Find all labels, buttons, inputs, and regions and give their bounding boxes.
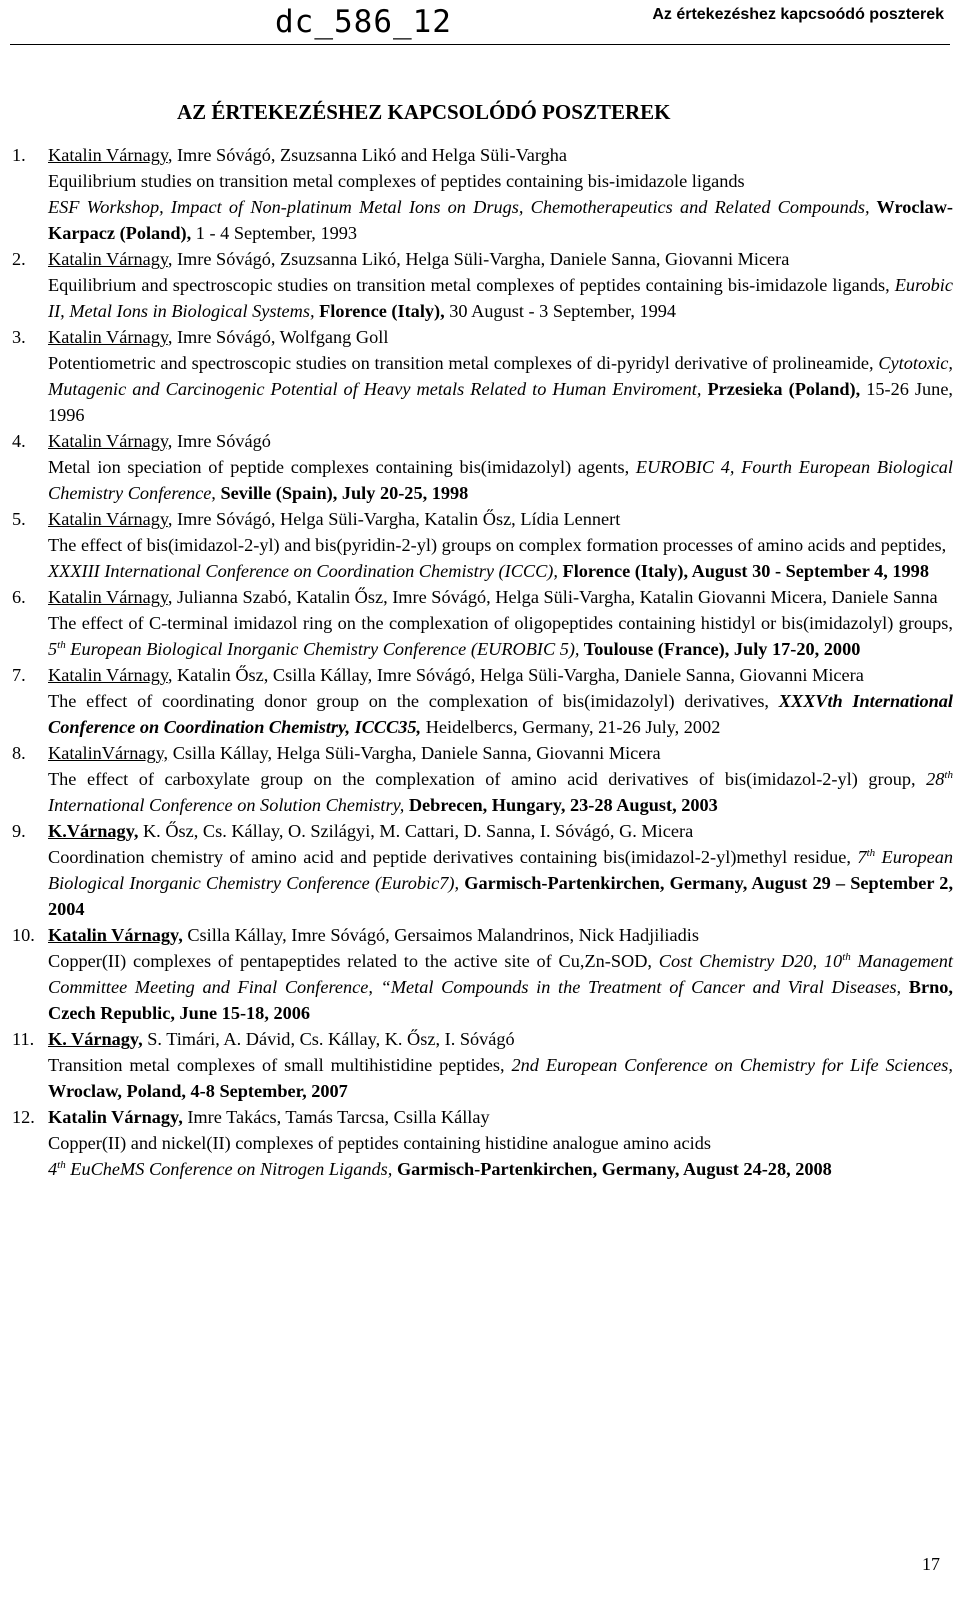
entry-title: Copper(II) and nickel(II) complexes of peptides containing histidine analogue amino acids [48,1133,711,1153]
poster-entry-11 [12,1026,953,1104]
co-authors: S. Timári, A. Dávid, Cs. Kállay, K. Ősz, I. Sóvágó [142,1029,515,1049]
entry-title-and-conference [48,610,953,662]
poster-entry-6 [12,584,953,662]
co-authors: , Imre Sóvágó, Zsuzsanna Likó, Helga Süli-Vargha, Daniele Sanna, Giovanni Micera [167,249,790,269]
entry-number: 6. [12,587,26,607]
main-author: KatalinVárnagy, [48,743,169,763]
co-authors: , Imre Sóvágó, Wolfgang Goll [167,327,389,347]
main-author: Katalin Várnagy [48,327,168,347]
main-author: Katalin Várnagy, [48,925,183,945]
entry-authors [48,1104,953,1130]
conference-name: European Biological Inorganic Chemistry Conference (Eurobic7), [48,847,953,893]
entry-title: The effect of carboxylate group on the complexation of amino acid derivatives of bis(imidazol-2-yl) group, [48,769,916,789]
conference-place: Florence (Italy), [314,301,445,321]
entry-title: Coordination chemistry of amino acid and peptide derivatives containing bis(imidazol-2-yl)methyl residue, [48,847,851,867]
conference-ordinal: 4 [48,1159,58,1179]
ordinal-suffix: th [944,768,953,781]
entry-authors [48,740,953,766]
conference-place: Seville (Spain), July 20-25, 1998 [215,483,469,503]
conference-place: Garmisch-Partenkirchen, Germany, August 24-28, 2008 [392,1159,832,1179]
co-authors: K. Ősz, Cs. Kállay, O. Szilágyi, M. Cattari, D. Sanna, I. Sóvágó, G. Micera [138,821,694,841]
conference-name: EuCheMS Conference on Nitrogen Ligands, [65,1159,393,1179]
main-author: Katalin Várnagy, [48,1107,183,1127]
co-authors: Csilla Kállay, Helga Süli-Vargha, Daniele Sanna, Giovanni Micera [168,743,661,763]
entry-number: 10. [12,925,35,945]
entry-title: Metal ion speciation of peptide complexes containing bis(imidazolyl) agents, [48,457,630,477]
conference-name: Cytotoxic, Mutagenic and Carcinogenic Potential of Heavy metals Related to Human Enviroment, [48,353,953,399]
conference-place: Brno, Czech Republic, June 15-18, 2006 [48,977,953,1023]
conference-name: ESF Workshop, Impact of Non-platinum Metal Ions on Drugs, Chemotherapeutics and Related Compounds, [48,197,870,217]
main-author: Katalin Várnagy [48,145,168,165]
conference-date: 1 - 4 September, 1993 [191,223,358,243]
entry-title-and-conference [48,1052,953,1104]
entry-authors [48,324,953,350]
conference-name: Management Committee Meeting and Final Conference, “Metal Compounds in the Treatment of Cancer and Viral Diseases, [48,951,953,997]
entry-number: 5. [12,509,26,529]
entry-conference [48,1156,953,1182]
co-authors: , Julianna Szabó, Katalin Ősz, Imre Sóvágó, Helga Süli-Vargha, Katalin Giovanni Micera, Daniele Sanna [167,587,938,607]
poster-entry-4 [12,428,953,506]
entry-authors [48,246,953,272]
conference-name: XXXVth International Conference on Coordination Chemistry, ICCC35, [48,691,953,737]
ordinal-suffix: th [57,638,66,651]
poster-list [12,142,953,1182]
entry-conference [48,194,953,246]
page-number: 17 [922,1554,940,1574]
poster-entry-1 [12,142,953,246]
main-author: K. Várnagy, [48,1029,143,1049]
ordinal-suffix: th [842,950,851,963]
entry-title-and-conference [48,844,953,922]
conference-place: Toulouse (France), July 17-20, 2000 [579,639,861,659]
entry-title: The effect of bis(imidazol-2-yl) and bis(pyridin-2-yl) groups on complex formation processes of amino acids and peptides, [48,535,947,555]
co-authors: , Katalin Ősz, Csilla Kállay, Imre Sóvágó, Helga Süli-Vargha, Daniele Sanna, Giovanni Micera [167,665,864,685]
main-author: K.Várnagy, [48,821,139,841]
poster-entry-8 [12,740,953,818]
entry-number: 9. [12,821,26,841]
conference-date: 30 August - 3 September, 1994 [444,301,677,321]
entry-title-and-conference [48,454,953,506]
main-author: Katalin Várnagy, [48,431,173,451]
conference-ordinal: 5 [48,639,58,659]
entry-title: Copper(II) complexes of pentapeptides related to the active site of Cu,Zn-SOD, [48,951,652,971]
entry-authors [48,922,953,948]
ordinal-suffix: th [866,846,876,859]
co-authors: , Imre Sóvágó, Helga Süli-Vargha, Katalin Ősz, Lídia Lennert [167,509,621,529]
entry-number: 7. [12,665,26,685]
entry-authors [48,662,953,688]
entry-title-and-conference [48,766,953,818]
conference-name: International Conference on Solution Chemistry, [48,795,405,815]
entry-authors [48,818,953,844]
conference-name: Eurobic II, Metal Ions in Biological Systems, [48,275,953,321]
running-header-title: Az értekezéshez kapcsoódó poszterek [652,6,944,23]
conference-place: Debrecen, Hungary, 23-28 August, 2003 [404,795,718,815]
main-author: Katalin Várnagy [48,587,168,607]
conference-ordinal: 28 [915,769,945,789]
poster-entry-9 [12,818,953,922]
co-authors: Imre Sóvágó [172,431,271,451]
entry-conference [48,558,953,584]
conference-place: Przesieka (Poland), [701,379,861,399]
entry-number: 4. [12,431,26,451]
entry-title: Potentiometric and spectroscopic studies on transition metal complexes of di-pyridyl derivative of prolineamide, [48,353,874,373]
conference-series: Cost Chemistry D20, 10 [652,951,843,971]
main-author: Katalin Várnagy [48,249,168,269]
header-rule [10,44,950,45]
conference-place-date: Heidelbercs, Germany, 21-26 July, 2002 [421,717,721,737]
conference-place: Wroclaw-Karpacz (Poland), [48,197,953,243]
document-id: dc_586_12 [275,4,452,40]
poster-entry-3 [12,324,953,428]
entry-number: 3. [12,327,26,347]
page-title: AZ ÉRTEKEZÉSHEZ KAPCSOLÓDÓ POSZTEREK [177,100,671,124]
entry-title: Equilibrium and spectroscopic studies on transition metal complexes of peptides containing bis-imidazole ligands, [48,275,890,295]
entry-authors [48,506,953,532]
main-author: Katalin Várnagy [48,665,168,685]
entry-number: 12. [12,1107,35,1127]
conference-place: Wroclaw, Poland, 4-8 September, 2007 [48,1081,348,1101]
conference-place: Florence (Italy), August 30 - September 4, 1998 [557,561,929,581]
entry-number: 2. [12,249,26,269]
entry-number: 1. [12,145,26,165]
entry-authors [48,1026,953,1052]
co-authors: , Imre Sóvágó, Zsuzsanna Likó and Helga Süli-Vargha [167,145,568,165]
poster-entry-5 [12,506,953,584]
conference-name: EUROBIC 4, Fourth European Biological Chemistry Conference, [48,457,953,503]
entry-title: Equilibrium studies on transition metal complexes of peptides containing bis-imidazole ligands [48,171,745,191]
poster-entry-10 [12,922,953,1026]
entry-title-and-conference [48,272,953,324]
conference-ordinal: 7 [850,847,867,867]
entry-authors [48,142,953,168]
poster-entry-2 [12,246,953,324]
co-authors: Imre Takács, Tamás Tarcsa, Csilla Kállay [182,1107,490,1127]
ordinal-suffix: th [57,1158,66,1171]
conference-place: Garmisch-Partenkirchen, Germany, August 29 – September 2, 2004 [48,873,954,919]
entry-title-and-conference [48,688,953,740]
conference-name: European Biological Inorganic Chemistry Conference (EUROBIC 5), [65,639,580,659]
conference-name: XXXIII International Conference on Coordination Chemistry (ICCC), [48,561,558,581]
poster-entry-12 [12,1104,953,1182]
main-author: Katalin Várnagy [48,509,168,529]
poster-entry-7 [12,662,953,740]
entry-title-and-conference [48,350,953,428]
entry-title-and-conference [48,948,953,1026]
conference-name: 2nd European Conference on Chemistry for Life Sciences, [504,1055,953,1075]
co-authors: Csilla Kállay, Imre Sóvágó, Gersaimos Malandrinos, Nick Hadjiliadis [182,925,699,945]
entry-title: The effect of C-terminal imidazol ring on the complexation of oligopeptides containing histidyl or bis(imidazolyl) groups, [48,613,953,633]
entry-number: 11. [12,1029,35,1049]
entry-title: The effect of coordinating donor group on the complexation of bis(imidazolyl) derivatives, [48,691,769,711]
entry-number: 8. [12,743,26,763]
entry-authors [48,584,953,610]
conference-date: 15-26 June, 1996 [48,379,954,425]
entry-title: Transition metal complexes of small multihistidine peptides, [48,1055,505,1075]
entry-authors [48,428,953,454]
